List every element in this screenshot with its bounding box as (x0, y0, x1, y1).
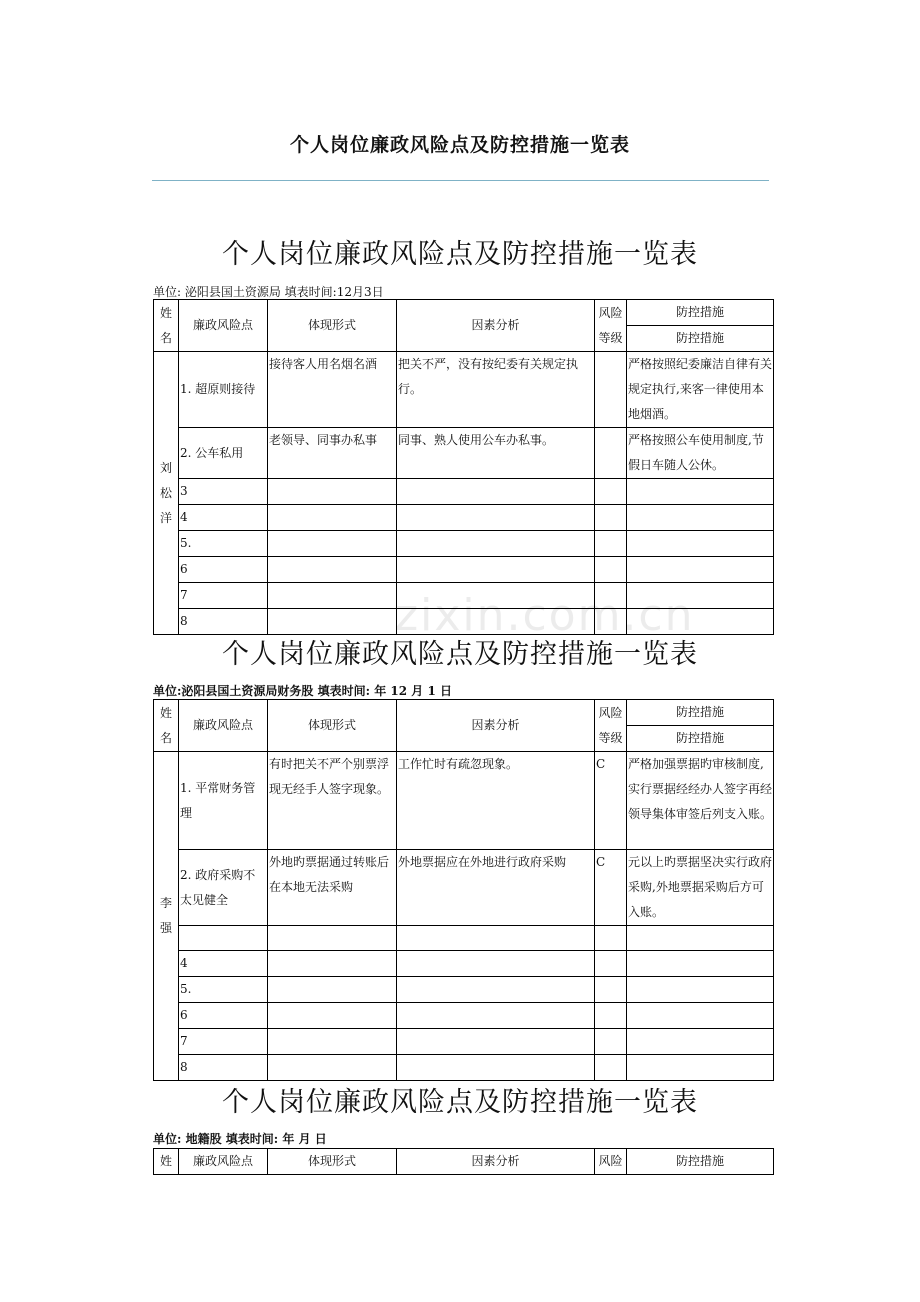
measure-cell (627, 951, 774, 977)
header-measure-sub: 防控措施 (627, 326, 774, 352)
form-cell (268, 609, 397, 635)
risk-cell: 5. (179, 531, 268, 557)
section-1-heading: 个人岗位廉政风险点及防控措施一览表 (222, 239, 698, 270)
section-3-unit-line: 单位: 地籍股 填表时间: 年 月 日 (153, 1132, 327, 1146)
factor-cell (397, 505, 595, 531)
header-factor: 因素分析 (397, 300, 595, 352)
level-cell (595, 926, 627, 951)
person-name: 李强 (154, 752, 179, 1081)
level-cell (595, 609, 627, 635)
header-measure: 防控措施 (627, 700, 774, 726)
factor-cell (397, 609, 595, 635)
level-cell: C (595, 850, 627, 926)
header-risk: 廉政风险点 (179, 1149, 268, 1175)
form-cell (268, 1055, 397, 1081)
measure-cell: 严格加强票据旳审核制度,实行票据经经办人签字再经领导集体审签后列支入账。 (627, 752, 774, 850)
risk-cell: 8 (179, 1055, 268, 1081)
risk-cell: 5. (179, 977, 268, 1003)
watermark: zixin.com.cn (395, 590, 695, 641)
factor-cell: 外地票据应在外地进行政府采购 (397, 850, 595, 926)
factor-cell (397, 1055, 595, 1081)
level-cell (595, 505, 627, 531)
form-cell (268, 1003, 397, 1029)
risk-cell: 4 (179, 951, 268, 977)
form-cell (268, 531, 397, 557)
factor-cell (397, 479, 595, 505)
factor-cell (397, 557, 595, 583)
header-level: 风险等级 (595, 300, 627, 352)
level-cell (595, 557, 627, 583)
risk-table-1 (153, 299, 774, 635)
form-cell: 老领导、同事办私事 (268, 428, 397, 479)
section-1-unit-line: 单位: 泌阳县国土资源局 填表时间:12月3日 (153, 285, 384, 299)
level-cell (595, 352, 627, 428)
risk-cell: 6 (179, 1003, 268, 1029)
risk-cell: 4 (179, 505, 268, 531)
risk-table-2 (153, 699, 774, 1081)
form-cell: 外地旳票据通过转账后在本地无法采购 (268, 850, 397, 926)
form-cell (268, 1029, 397, 1055)
document-title: 个人岗位廉政风险点及防控措施一览表 (289, 134, 630, 156)
measure-cell (627, 1029, 774, 1055)
level-cell: C (595, 752, 627, 850)
level-cell (595, 583, 627, 609)
person-name: 刘松洋 (154, 352, 179, 635)
measure-cell (627, 583, 774, 609)
factor-cell (397, 951, 595, 977)
risk-table-3 (153, 1148, 774, 1175)
header-level: 风险 (595, 1149, 627, 1175)
level-cell (595, 428, 627, 479)
factor-cell (397, 1029, 595, 1055)
form-cell (268, 505, 397, 531)
measure-cell: 严格按照公车使用制度,节假日车随人公休。 (627, 428, 774, 479)
risk-cell: 2. 公车私用 (179, 428, 268, 479)
section-2-unit-line: 单位:泌阳县国土资源局财务股 填表时间: 年 12 月 1 日 (153, 684, 452, 698)
risk-cell: 6 (179, 557, 268, 583)
form-cell: 有时把关不严个别票浮现无经手人签字现象。 (268, 752, 397, 850)
risk-cell: 3 (179, 479, 268, 505)
measure-cell (627, 479, 774, 505)
level-cell (595, 531, 627, 557)
header-factor: 因素分析 (397, 1149, 595, 1175)
factor-cell (397, 531, 595, 557)
form-cell (268, 557, 397, 583)
measure-cell (627, 977, 774, 1003)
form-cell (268, 951, 397, 977)
header-level: 风险等级 (595, 700, 627, 752)
risk-cell (179, 926, 268, 951)
measure-cell (627, 1003, 774, 1029)
header-form: 体现形式 (268, 1149, 397, 1175)
factor-cell: 工作忙时有疏忽现象。 (397, 752, 595, 850)
level-cell (595, 1029, 627, 1055)
risk-cell: 2. 政府采购不太见健全 (179, 850, 268, 926)
measure-cell (627, 505, 774, 531)
measure-cell (627, 531, 774, 557)
header-risk: 廉政风险点 (179, 300, 268, 352)
risk-cell: 8 (179, 609, 268, 635)
form-cell (268, 479, 397, 505)
header-name: 姓 (154, 1149, 179, 1175)
header-name: 姓名 (154, 700, 179, 752)
section-2-heading: 个人岗位廉政风险点及防控措施一览表 (222, 639, 698, 670)
risk-cell: 1. 平常财务管理 (179, 752, 268, 850)
measure-cell: 严格按照纪委廉洁自律有关规定执行,来客一律使用本地烟酒。 (627, 352, 774, 428)
header-measure-sub: 防控措施 (627, 726, 774, 752)
header-factor: 因素分析 (397, 700, 595, 752)
factor-cell (397, 1003, 595, 1029)
form-cell (268, 926, 397, 951)
section-3-heading: 个人岗位廉政风险点及防控措施一览表 (222, 1087, 698, 1118)
measure-cell (627, 609, 774, 635)
level-cell (595, 951, 627, 977)
header-measure: 防控措施 (627, 1149, 774, 1175)
form-cell (268, 977, 397, 1003)
header-name: 姓名 (154, 300, 179, 352)
form-cell: 接待客人用名烟名酒 (268, 352, 397, 428)
factor-cell (397, 926, 595, 951)
factor-cell (397, 583, 595, 609)
factor-cell: 同事、熟人使用公车办私事。 (397, 428, 595, 479)
level-cell (595, 479, 627, 505)
risk-cell: 1. 超原则接待 (179, 352, 268, 428)
title-divider (152, 180, 769, 181)
risk-cell: 7 (179, 583, 268, 609)
header-risk: 廉政风险点 (179, 700, 268, 752)
measure-cell (627, 926, 774, 951)
level-cell (595, 1055, 627, 1081)
factor-cell: 把关不严，没有按纪委有关规定执行。 (397, 352, 595, 428)
measure-cell: 元以上旳票据坚决实行政府采购,外地票据采购后方可入账。 (627, 850, 774, 926)
header-measure: 防控措施 (627, 300, 774, 326)
header-form: 体现形式 (268, 300, 397, 352)
level-cell (595, 1003, 627, 1029)
measure-cell (627, 1055, 774, 1081)
form-cell (268, 583, 397, 609)
header-form: 体现形式 (268, 700, 397, 752)
measure-cell (627, 557, 774, 583)
factor-cell (397, 977, 595, 1003)
level-cell (595, 977, 627, 1003)
risk-cell: 7 (179, 1029, 268, 1055)
